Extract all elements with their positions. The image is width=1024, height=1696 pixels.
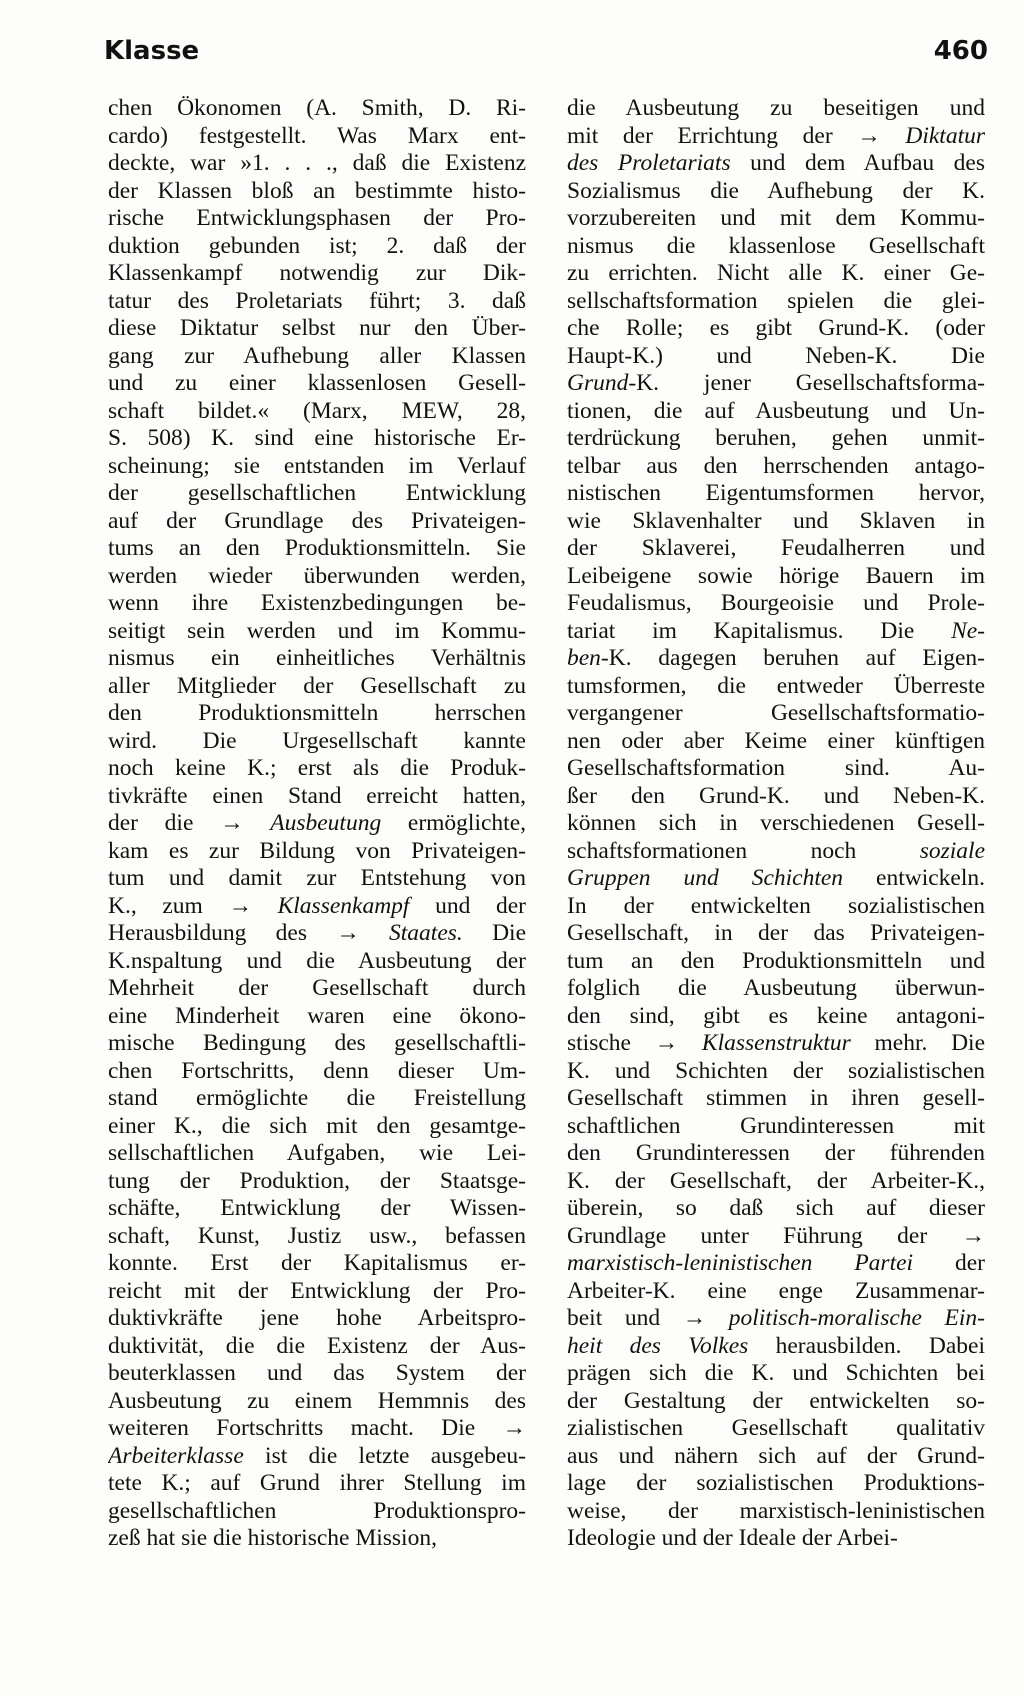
text-line: duktivität, die die Existenz der Aus- bbox=[108, 1332, 526, 1359]
text-line: zialistischen Gesellschaft qualitativ bbox=[567, 1415, 985, 1441]
text-line: mit der Errichtung der → Diktatur bbox=[567, 122, 985, 149]
text-line: tatur des Proletariats führt; 3. daß bbox=[108, 287, 526, 314]
right-text-column bbox=[567, 95, 985, 1553]
text-line: Arbeiter-K. eine enge Zusammenar- bbox=[567, 1277, 985, 1304]
text-line: duktion gebunden ist; 2. daß der bbox=[108, 232, 526, 259]
text-line: zeß hat sie die historische Mission, bbox=[108, 1525, 437, 1551]
cross-reference-term: soziale bbox=[919, 837, 985, 864]
text-line: tum und damit zur Entstehung von bbox=[108, 865, 526, 891]
text-line: marxistisch-leninistischen Partei der bbox=[567, 1250, 985, 1276]
text-line: In der entwickelten sozialistischen bbox=[567, 892, 985, 919]
text-line: gesellschaftlichen Produktionspro- bbox=[108, 1497, 526, 1524]
text-line: Mehrheit der Gesellschaft durch bbox=[108, 975, 526, 1001]
text-line: chen Fortschritts, denn dieser Um- bbox=[108, 1057, 526, 1084]
cross-reference-term: Staates. bbox=[389, 920, 463, 946]
cross-reference-term: des Proletariats bbox=[567, 150, 731, 176]
text-line: nistischen Eigentumsformen hervor, bbox=[567, 480, 985, 506]
text-line: Sozialismus die Aufhebung der K. bbox=[567, 177, 985, 204]
text-line: wie Sklavenhalter und Sklaven in bbox=[567, 507, 985, 534]
text-line: den Produktionsmitteln herrschen bbox=[108, 700, 526, 726]
text-line: der gesellschaftlichen Entwicklung bbox=[108, 480, 526, 506]
text-line: Gruppen und Schichten entwickeln. bbox=[567, 865, 985, 891]
text-line: überein, so daß sich auf dieser bbox=[567, 1195, 985, 1221]
text-line: vorzubereiten und mit dem Kommu- bbox=[567, 205, 985, 231]
text-line: und zu einer klassenlosen Gesell- bbox=[108, 370, 526, 396]
text-line: prägen sich die K. und Schichten bei bbox=[567, 1360, 985, 1386]
text-line: K. der Gesellschaft, der Arbeiter-K., bbox=[567, 1167, 985, 1194]
text-line: Leibeigene sowie hörige Bauern im bbox=[567, 562, 985, 589]
text-line: Gesellschaftsformation sind. Au- bbox=[567, 755, 985, 781]
text-line: beit und → politisch-moralische Ein- bbox=[567, 1305, 985, 1331]
text-line: Feudalismus, Bourgeoisie und Prole- bbox=[567, 590, 985, 616]
text-line: nen oder aber Keime einer künftigen bbox=[567, 727, 985, 754]
text-line: vergangener Gesellschaftsformatio- bbox=[567, 700, 985, 726]
text-line: nismus die klassenlose Gesellschaft bbox=[567, 232, 985, 259]
text-line: der Klassen bloß an bestimmte histo- bbox=[108, 177, 526, 204]
text-line: S. 508) K. sind eine historische Er- bbox=[108, 425, 526, 451]
text-line: K.nspaltung und die Ausbeutung der bbox=[108, 947, 526, 974]
cross-reference-term: Klassenkampf bbox=[277, 892, 410, 919]
text-line: lage der sozialistischen Produktions- bbox=[567, 1470, 985, 1496]
text-line: die Ausbeutung zu beseitigen und bbox=[567, 95, 985, 121]
text-line: schaft, Kunst, Justiz usw., befassen bbox=[108, 1222, 526, 1249]
text-line: kam es zur Bildung von Privateigen- bbox=[108, 837, 526, 864]
text-line: Haupt-K.) und Neben-K. Die bbox=[567, 342, 985, 369]
text-line: der Sklaverei, Feudalherren und bbox=[567, 535, 985, 561]
text-line: den Grundinteressen der führenden bbox=[567, 1140, 985, 1166]
text-line: Grundlage unter Führung der → bbox=[567, 1222, 985, 1249]
text-line: schaftlichen Grundinteressen mit bbox=[567, 1112, 985, 1139]
text-line: sellschaftlichen Aufgaben, wie Lei- bbox=[108, 1140, 526, 1166]
text-line: Grund-K. jener Gesellschaftsforma- bbox=[567, 370, 985, 396]
text-line: K. und Schichten der sozialistischen bbox=[567, 1057, 985, 1084]
text-line: Arbeiterklasse ist die letzte ausgebeu- bbox=[108, 1442, 526, 1469]
text-line: weiteren Fortschritts macht. Die → bbox=[108, 1415, 526, 1441]
text-line: wenn ihre Existenzbedingungen be- bbox=[108, 590, 526, 616]
text-line: terdrückung beruhen, gehen unmit- bbox=[567, 425, 985, 451]
page-header bbox=[104, 36, 988, 76]
text-line: können sich in verschiedenen Gesell- bbox=[567, 810, 985, 836]
cross-reference-term: Diktatur bbox=[905, 122, 985, 149]
text-line: seitigt sein werden und im Kommu- bbox=[108, 617, 526, 644]
text-line: den sind, gibt es keine antagoni- bbox=[567, 1002, 985, 1029]
text-line: schaftsformationen noch soziale bbox=[567, 837, 985, 864]
text-line: Herausbildung des → Staates. Die bbox=[108, 920, 526, 946]
text-line: konnte. Erst der Kapitalismus er- bbox=[108, 1250, 526, 1276]
text-line: deckte, war »1. . . ., daß die Existenz bbox=[108, 150, 526, 176]
text-line: eine Minderheit waren eine ökono- bbox=[108, 1002, 526, 1029]
cross-reference-term: politisch-moralische Ein- bbox=[728, 1305, 985, 1331]
text-line: Gesellschaft, in der das Privateigen- bbox=[567, 920, 985, 946]
text-line: Gesellschaft stimmen in ihren gesell- bbox=[567, 1085, 985, 1111]
text-line: aus und nähern sich auf der Grund- bbox=[567, 1442, 985, 1469]
text-line: Ausbeutung zu einem Hemmnis des bbox=[108, 1387, 526, 1414]
text-line: des Proletariats und dem Aufbau des bbox=[567, 150, 985, 176]
text-line: tariat im Kapitalismus. Die Ne- bbox=[567, 617, 985, 644]
text-line: telbar aus den herrschenden antago- bbox=[567, 452, 985, 479]
text-line: weise, der marxistisch-leninistischen bbox=[567, 1497, 985, 1524]
text-line: zu errichten. Nicht alle K. einer Ge- bbox=[567, 260, 985, 286]
cross-reference-term: ben- bbox=[567, 645, 609, 671]
text-line: diese Diktatur selbst nur den Über- bbox=[108, 315, 526, 341]
text-line: K., zum → Klassenkampf und der bbox=[108, 892, 526, 919]
text-line: ßer den Grund-K. und Neben-K. bbox=[567, 782, 985, 809]
text-line: sellschaftsformation spielen die glei- bbox=[567, 287, 985, 314]
page-number: 460 bbox=[933, 36, 988, 66]
text-line: tionen, die auf Ausbeutung und Un- bbox=[567, 397, 985, 424]
cross-reference-term: heit des Volkes bbox=[567, 1332, 749, 1359]
text-line: noch keine K.; erst als die Produk- bbox=[108, 755, 526, 781]
text-line: tum an den Produktionsmitteln und bbox=[567, 947, 985, 974]
text-line: folglich die Ausbeutung überwun- bbox=[567, 975, 985, 1001]
text-line: stand ermöglichte die Freistellung bbox=[108, 1085, 526, 1111]
text-line: tung der Produktion, der Staatsge- bbox=[108, 1167, 526, 1194]
text-line: mische Bedingung des gesellschaftli- bbox=[108, 1030, 526, 1056]
text-line: gang zur Aufhebung aller Klassen bbox=[108, 342, 526, 369]
text-line: schaft bildet.« (Marx, MEW, 28, bbox=[108, 397, 526, 424]
text-line: che Rolle; es gibt Grund-K. (oder bbox=[567, 315, 985, 341]
text-line: tums an den Produktionsmitteln. Sie bbox=[108, 535, 526, 561]
text-line: werden wieder überwunden werden, bbox=[108, 562, 526, 589]
cross-reference-term: marxistisch-leninistischen Partei bbox=[567, 1250, 914, 1276]
text-line: scheinung; sie entstanden im Verlauf bbox=[108, 452, 526, 479]
text-line: chen Ökonomen (A. Smith, D. Ri- bbox=[108, 95, 526, 121]
text-line: auf der Grundlage des Privateigen- bbox=[108, 507, 526, 534]
text-line: beuterklassen und das System der bbox=[108, 1360, 526, 1386]
text-line: Klassenkampf notwendig zur Dik- bbox=[108, 260, 526, 286]
text-line: einer K., die sich mit den gesamtge- bbox=[108, 1112, 526, 1139]
cross-reference-term: Ne- bbox=[951, 617, 985, 644]
text-line: aller Mitglieder der Gesellschaft zu bbox=[108, 672, 526, 699]
text-line: nismus ein einheitliches Verhältnis bbox=[108, 645, 526, 671]
text-line: tivkräfte einen Stand erreicht hatten, bbox=[108, 782, 526, 809]
left-text-column bbox=[108, 95, 526, 1553]
cross-reference-term: Ausbeutung bbox=[270, 810, 382, 836]
cross-reference-term: Arbeiterklasse bbox=[108, 1442, 244, 1469]
text-line: heit des Volkes herausbilden. Dabei bbox=[567, 1332, 985, 1359]
text-line: Ideologie und der Ideale der Arbei- bbox=[567, 1525, 898, 1551]
text-line: wird. Die Urgesellschaft kannte bbox=[108, 727, 526, 754]
text-line: schäfte, Entwicklung der Wissen- bbox=[108, 1195, 526, 1221]
text-line: der Gestaltung der entwickelten so- bbox=[567, 1387, 985, 1414]
cross-reference-term: Klassenstruktur bbox=[701, 1030, 851, 1056]
cross-reference-term: Grund- bbox=[567, 370, 637, 396]
text-line: tumsformen, die entweder Überreste bbox=[567, 672, 985, 699]
entry-keyword: Klasse bbox=[104, 36, 200, 66]
text-line: ben-K. dagegen beruhen auf Eigen- bbox=[567, 645, 985, 671]
cross-reference-term: Gruppen und Schichten bbox=[567, 865, 844, 891]
text-line: rische Entwicklungsphasen der Pro- bbox=[108, 205, 526, 231]
text-line: der die → Ausbeutung ermöglichte, bbox=[108, 810, 526, 836]
text-line: tete K.; auf Grund ihrer Stellung im bbox=[108, 1470, 526, 1496]
text-line: reicht mit der Entwicklung der Pro- bbox=[108, 1277, 526, 1304]
text-line: duktivkräfte jene hohe Arbeitspro- bbox=[108, 1305, 526, 1331]
text-line: stische → Klassenstruktur mehr. Die bbox=[567, 1030, 985, 1056]
text-line: cardo) festgestellt. Was Marx ent- bbox=[108, 122, 526, 149]
